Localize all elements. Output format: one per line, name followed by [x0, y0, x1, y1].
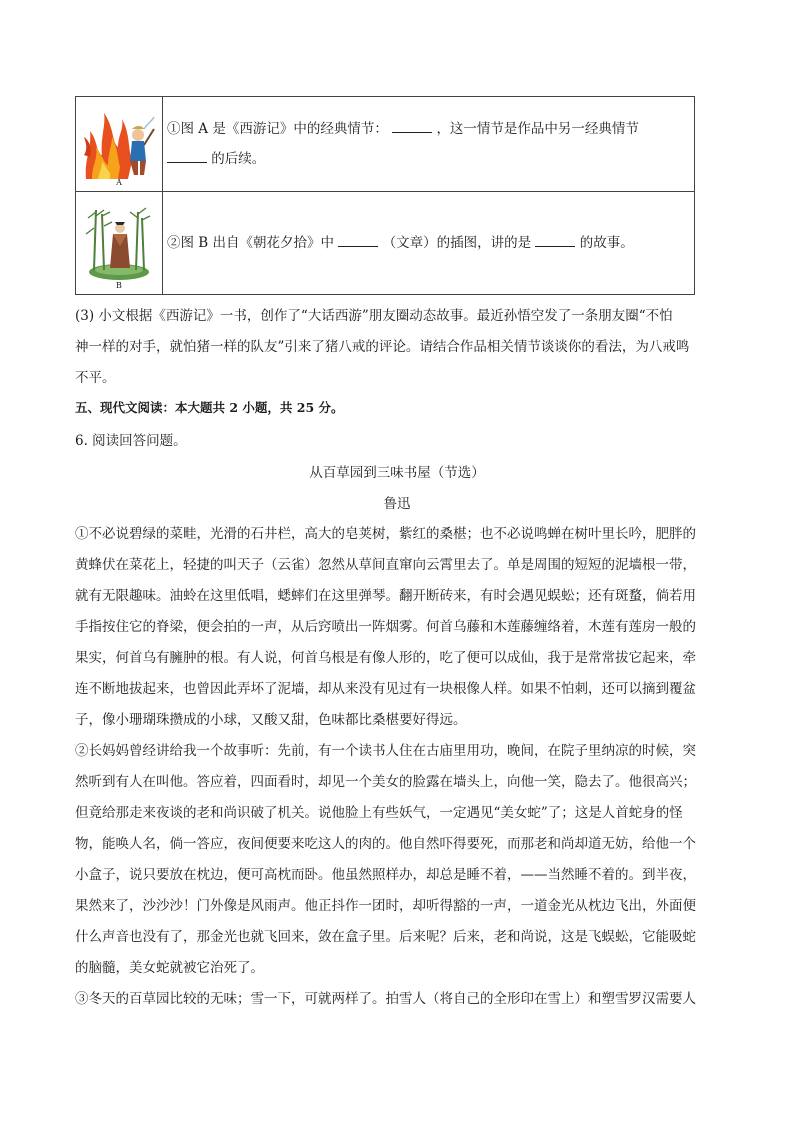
answer-blank-1[interactable] [392, 120, 432, 133]
image-b-cell [76, 192, 163, 295]
q1-middle: ，这一情节是作品中另一经典情节 [436, 121, 639, 137]
article-line: 小盒子，说只要放在枕边，便可高枕而卧。他虽然照样办，却总是睡不着，——当然睡不着的。到半夜， [75, 867, 696, 883]
q1-prefix: ①图 A 是《西游记》中的经典情节： [167, 121, 388, 137]
image-b-caption: B [116, 281, 122, 290]
article-line: ①不必说碧绿的菜畦，光滑的石井栏，高大的皂荚树，紫红的桑椹；也不必说鸣蝉在树叶里长吟，肥胖的 [75, 526, 696, 542]
q2-prefix: ②图 B 出自《朝花夕拾》中 [167, 235, 335, 251]
article-line: ②长妈妈曾经讲给我一个故事听：先前，有一个读书人住在古庙里用功，晚间，在院子里纳凉的时候，突 [75, 743, 696, 759]
q1-suffix: 的后续。 [211, 151, 266, 167]
article-line: 什么声音也没有了，那金光也就飞回来，敛在盒子里。后来呢？后来，老和尚说，这是飞蜈蚣，它能吸蛇 [75, 929, 696, 945]
answer-blank-4[interactable] [535, 234, 575, 247]
q2-middle: （文章）的插图，讲的是 [382, 235, 532, 251]
image-a-cell [76, 97, 163, 192]
article-line: 手指按住它的脊梁，便会拍的一声，从后窍喷出一阵烟雾。何首乌藤和木莲藤缠络着，木莲有莲房一般的 [75, 619, 696, 635]
section-heading: 五、现代文阅读：本大题共 2 小题，共 25 分。 [75, 400, 344, 415]
article-line: 的脑髓，美女蛇就被它治死了。 [75, 960, 264, 976]
article-line: 黄蜂伏在菜花上，轻捷的叫天子（云雀）忽然从草间直窜向云霄里去了。单是周围的短短的泥墙根一带， [75, 557, 696, 573]
article-author: 鲁迅 [383, 496, 411, 512]
question-6-prompt: 6. 阅读回答问题。 [75, 433, 187, 449]
table-row-b [76, 192, 695, 295]
article-line: 连不断地拔起来，也曾因此弄坏了泥墙，却从来没有见过有一块根像人样。如果不怕刺，还可以摘到覆盆 [75, 681, 696, 697]
answer-blank-3[interactable] [338, 234, 378, 247]
question-2-text [163, 192, 695, 295]
article-title: 从百草园到三味书屋（节选） [309, 465, 485, 481]
answer-blank-2[interactable] [167, 150, 207, 163]
fire-illustration-icon [82, 109, 156, 181]
bamboo-scholar-illustration-icon [82, 204, 156, 284]
q2-suffix: 的故事。 [579, 235, 634, 251]
q3-line: 不平。 [75, 370, 116, 386]
article-line: 物，能唤人名，倘一答应，夜间便要来吃这人的肉的。他自然吓得要死，而那老和尚却道无妨，给他一个 [75, 836, 696, 852]
article-line: 然听到有人在叫他。答应着，四面看时，却见一个美女的脸露在墙头上，向他一笑，隐去了。他很高兴； [75, 774, 696, 790]
article-line: 果实，何首乌有臃肿的根。有人说，何首乌根是有像人形的，吃了便可以成仙，我于是常常拔它起来，牵 [75, 650, 696, 666]
article-line: 但竟给那走来夜谈的老和尚识破了机关。说他脸上有些妖气，一定遇见“美女蛇”了；这是人首蛇身的怪 [75, 805, 683, 821]
article-line: ③冬天的百草园比较的无味；雪一下，可就两样了。拍雪人（将自己的全形印在雪上）和塑雪罗汉需要人 [75, 991, 696, 1007]
table-row-a [76, 97, 695, 192]
article-line: 子，像小珊瑚珠攒成的小球，又酸又甜，色味都比桑椹要好得远。 [75, 712, 467, 728]
question-1-text [163, 97, 695, 192]
question-table [75, 96, 695, 295]
q3-line: 神一样的对手，就怕猪一样的队友”引来了猪八戒的评论。请结合作品相关情节谈谈你的看法，为八戒鸣 [75, 339, 690, 355]
q3-line: (3) 小文根据《西游记》一书，创作了“大话西游”朋友圈动态故事。最近孙悟空发了一条朋友圈“不怕 [75, 308, 673, 324]
image-a-caption: A [116, 178, 122, 187]
article-line: 就有无限趣味。油蛉在这里低唱，蟋蟀们在这里弹琴。翻开断砖来，有时会遇见蜈蚣；还有斑蝥，倘若用 [75, 588, 696, 604]
article-line: 果然来了，沙沙沙！门外像是风雨声。他正抖作一团时，却听得豁的一声，一道金光从枕边飞出，外面便 [75, 898, 696, 914]
